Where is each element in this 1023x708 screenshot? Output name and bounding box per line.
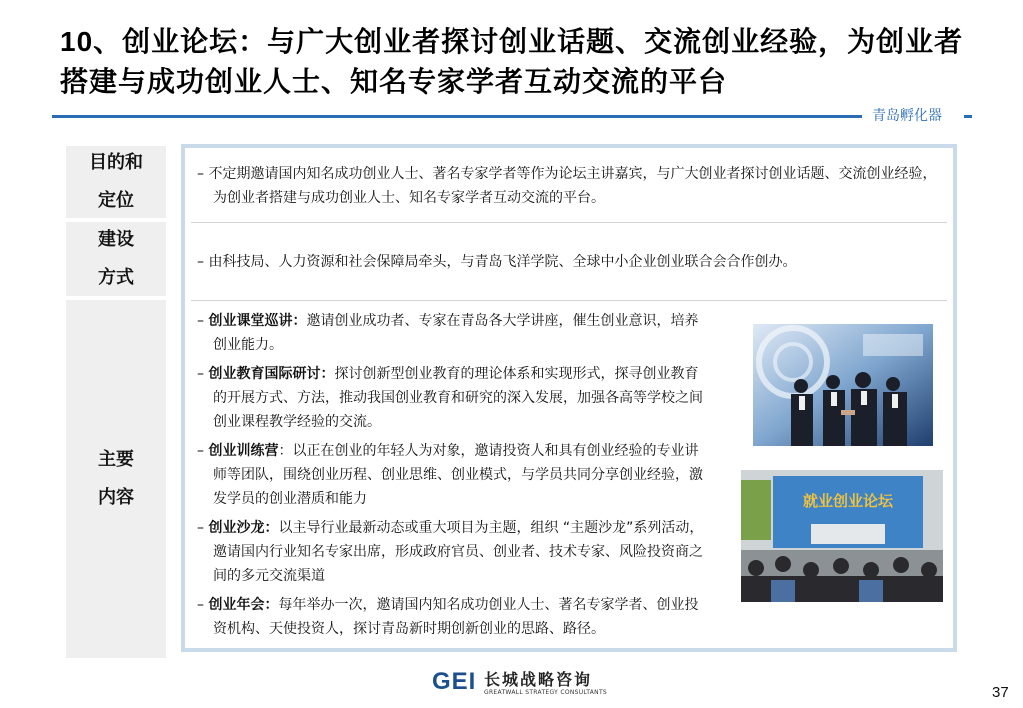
purpose-text: – 不定期邀请国内知名成功创业人士、著名专家学者等作为论坛主讲嘉宾，与广大创业者探讨创业话题、交流创业经验，为创业者搭建与成功创业人士、知名专家学者互动交流的平台。 bbox=[197, 166, 937, 206]
list-item-head: 创业课堂巡讲： bbox=[208, 313, 307, 329]
list-item: – 创业沙龙：以主导行业最新动态或重大项目为主题，组织 “主题沙龙”系列活动，邀请国内行业知名专家出席，形成政府官员、创业者、技术专家、风险投资商之间的多元交流渠道 bbox=[197, 520, 704, 584]
method-row bbox=[191, 222, 947, 301]
slide-title bbox=[60, 22, 990, 102]
label-method-line2: 方式 bbox=[98, 267, 134, 288]
list-item: – 创业年会：每年举办一次，邀请国内知名成功创业人士、著名专家学者、创业投资机构、天使投资人，探讨青岛新时期创新创业的思路、路径。 bbox=[197, 597, 699, 637]
label-purpose-line1: 目的和 bbox=[89, 152, 143, 173]
list-item-text: 每年举办一次，邀请国内知名成功创业人士、著名专家学者、创业投资机构、天使投资人，探讨青岛新时期创新创业的思路、路径。 bbox=[213, 597, 699, 637]
list-item: – 创业教育国际研讨：探讨创新型创业教育的理论体系和实现形式，探寻创业教育的开展方式、方法，推动我国创业教育和研究的深入发展，加强各高等学校之间创业课程教学经验的交流。 bbox=[197, 366, 703, 430]
list-item-head: 创业年会： bbox=[208, 597, 279, 613]
business-handshake-photo bbox=[753, 324, 933, 446]
label-content-line2: 内容 bbox=[98, 487, 134, 508]
list-item-head: 创业训练营 bbox=[208, 443, 279, 459]
forum-event-photo bbox=[741, 470, 943, 602]
label-method-line1: 建设 bbox=[98, 229, 134, 250]
method-text: – 由科技局、人力资源和社会保障局牵头，与青岛飞洋学院、全球中小企业创业联合会合作创办。 bbox=[197, 254, 797, 270]
list-item-head: 创业沙龙： bbox=[208, 520, 279, 536]
logo-chinese-name: 长城战略咨询 bbox=[484, 670, 593, 689]
list-item-text: 探讨创新型创业教育的理论体系和实现形式，探寻创业教育的开展方式、方法，推动我国创业教育和研究的深入发展，加强各高等学校之间创业课程教学经验的交流。 bbox=[213, 366, 703, 430]
page-number: 37 bbox=[992, 684, 1009, 701]
content-list bbox=[197, 309, 709, 646]
title-text: 、创业论坛：与广大创业者探讨创业话题、交流创业经验，为创业者搭建与成功创业人士、知名专家学者互动交流的平台 bbox=[60, 25, 964, 98]
list-item-text: 邀请创业成功者、专家在青岛各大学讲座，催生创业意识，培养创业能力。 bbox=[213, 313, 699, 353]
list-item-text: 以主导行业最新动态或重大项目为主题，组织 “主题沙龙”系列活动，邀请国内行业知名专家出席，形成政府官员、创业者、技术专家、风险投资商之间的多元交流渠道 bbox=[213, 520, 704, 584]
content-panel bbox=[181, 144, 957, 652]
label-purpose bbox=[66, 146, 166, 218]
title-divider bbox=[52, 115, 862, 118]
banner-text: 就业创业论坛 bbox=[802, 492, 894, 510]
label-method bbox=[66, 222, 166, 296]
label-purpose-line2: 定位 bbox=[98, 190, 134, 211]
brand-divider bbox=[964, 115, 972, 118]
list-item: – 创业课堂巡讲：邀请创业成功者、专家在青岛各大学讲座，催生创业意识，培养创业能力。 bbox=[197, 313, 699, 353]
label-content bbox=[66, 300, 166, 658]
list-item-text: ：以正在创业的年轻人为对象，邀请投资人和具有创业经验的专业讲师等团队，围绕创业历程、创业思维、创业模式，与学员共同分享创业经验，激发学员的创业潜质和能力 bbox=[213, 443, 703, 507]
title-number: 10 bbox=[60, 26, 94, 57]
purpose-row bbox=[191, 156, 947, 223]
list-item-head: 创业教育国际研讨： bbox=[208, 366, 335, 382]
brand-label: 青岛孵化器 bbox=[872, 108, 942, 124]
list-item: – 创业训练营：以正在创业的年轻人为对象，邀请投资人和具有创业经验的专业讲师等团队，围绕创业历程、创业思维、创业模式，与学员共同分享创业经验，激发学员的创业潜质和能力 bbox=[197, 443, 703, 507]
label-content-line1: 主要 bbox=[98, 449, 134, 470]
logo-mark: GEI bbox=[432, 668, 477, 695]
logo-english-name: GREATWALL STRATEGY CONSULTANTS bbox=[484, 689, 608, 696]
